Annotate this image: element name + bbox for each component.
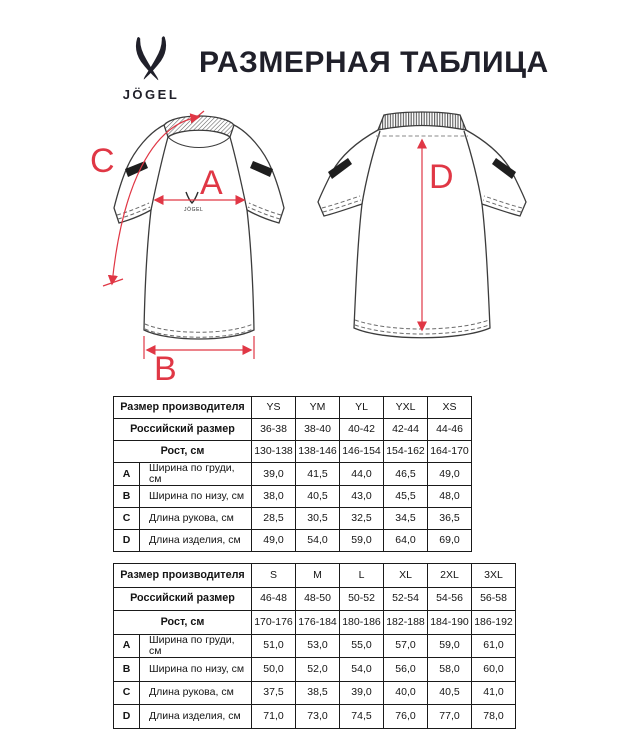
dimension-letter-cell: D: [114, 705, 140, 729]
measure-row: [114, 530, 472, 552]
size-value-cell: 40-42: [340, 419, 384, 441]
size-header-row: [114, 564, 516, 588]
measure-row: [114, 658, 516, 682]
jogel-logo-icon: [128, 36, 174, 86]
size-value-cell: 130-138: [252, 441, 296, 463]
jogel-logo: [112, 36, 190, 102]
measure-value-cell: 40,5: [428, 681, 472, 705]
measure-value-cell: 51,0: [252, 634, 296, 658]
measure-value-cell: 58,0: [428, 658, 472, 682]
measure-label-cell: Ширина по груди, см: [140, 634, 252, 658]
measure-value-cell: 61,0: [472, 634, 516, 658]
measure-row: [114, 705, 516, 729]
measure-value-cell: 40,0: [384, 681, 428, 705]
size-value-cell: 2XL: [428, 564, 472, 588]
measure-value-cell: 38,0: [252, 486, 296, 508]
size-value-cell: M: [296, 564, 340, 588]
size-value-cell: 186-192: [472, 611, 516, 635]
measure-value-cell: 53,0: [296, 634, 340, 658]
size-value-cell: 36-38: [252, 419, 296, 441]
size-value-cell: XS: [428, 397, 472, 419]
size-header-row: [114, 397, 472, 419]
measure-value-cell: 30,5: [296, 508, 340, 530]
size-table-youth: [113, 396, 472, 552]
size-value-cell: 138-146: [296, 441, 340, 463]
measure-row: [114, 463, 472, 486]
size-value-cell: XL: [384, 564, 428, 588]
measure-value-cell: 48,0: [428, 486, 472, 508]
measure-value-cell: 45,5: [384, 486, 428, 508]
dimension-letter-cell: C: [114, 508, 140, 530]
size-value-cell: L: [340, 564, 384, 588]
raglan-seam-left: [151, 137, 168, 210]
size-value-cell: 54-56: [428, 587, 472, 611]
measure-label-cell: Ширина по груди, см: [140, 463, 252, 486]
dimension-arrows-front: [103, 111, 254, 359]
measure-value-cell: 39,0: [252, 463, 296, 486]
size-value-cell: 38-40: [296, 419, 340, 441]
size-value-cell: 52-54: [384, 587, 428, 611]
front-shirt-diagram: [88, 108, 310, 384]
measure-value-cell: 64,0: [384, 530, 428, 552]
dimension-letter-cell: B: [114, 658, 140, 682]
measure-value-cell: 76,0: [384, 705, 428, 729]
measure-value-cell: 34,5: [384, 508, 428, 530]
measure-value-cell: 71,0: [252, 705, 296, 729]
size-value-cell: 146-154: [340, 441, 384, 463]
size-value-cell: S: [252, 564, 296, 588]
measure-value-cell: 60,0: [472, 658, 516, 682]
measure-value-cell: 49,0: [428, 463, 472, 486]
size-value-cell: 180-186: [340, 611, 384, 635]
measure-value-cell: 74,5: [340, 705, 384, 729]
measure-value-cell: 41,0: [472, 681, 516, 705]
brand-name: JÖGEL: [122, 87, 180, 102]
collar-back: [378, 112, 466, 130]
dimension-label-d: D: [429, 158, 454, 196]
measure-value-cell: 38,5: [296, 681, 340, 705]
size-header-row: [114, 441, 472, 463]
measure-row: [114, 634, 516, 658]
measure-value-cell: 43,0: [340, 486, 384, 508]
measure-value-cell: 52,0: [296, 658, 340, 682]
size-table-adult: [113, 563, 516, 729]
measure-value-cell: 40,5: [296, 486, 340, 508]
measure-value-cell: 49,0: [252, 530, 296, 552]
measure-label-cell: Длина изделия, см: [140, 530, 252, 552]
measure-value-cell: 28,5: [252, 508, 296, 530]
row-label: Российский размер: [114, 419, 252, 441]
measure-label-cell: Длина изделия, см: [140, 705, 252, 729]
measure-value-cell: 57,0: [384, 634, 428, 658]
size-header-row: [114, 611, 516, 635]
size-value-cell: 46-48: [252, 587, 296, 611]
raglan-seam-left: [362, 131, 380, 204]
measure-value-cell: 46,5: [384, 463, 428, 486]
neckline-seam: [168, 137, 230, 148]
size-header-row: [114, 587, 516, 611]
row-label: Российский размер: [114, 587, 252, 611]
size-value-cell: 182-188: [384, 611, 428, 635]
size-value-cell: 50-52: [340, 587, 384, 611]
measure-value-cell: 50,0: [252, 658, 296, 682]
measure-label-cell: Ширина по низу, см: [140, 486, 252, 508]
size-value-cell: 48-50: [296, 587, 340, 611]
back-shirt-diagram: [314, 110, 530, 378]
front-shirt-outline: [114, 125, 284, 339]
row-label: Размер производителя: [114, 397, 252, 419]
measure-value-cell: 69,0: [428, 530, 472, 552]
row-label: Размер производителя: [114, 564, 252, 588]
measure-value-cell: 59,0: [428, 634, 472, 658]
size-value-cell: 56-58: [472, 587, 516, 611]
svg-text:JÖGEL: JÖGEL: [184, 207, 204, 213]
raglan-seam-right: [230, 137, 247, 210]
measure-value-cell: 32,5: [340, 508, 384, 530]
size-value-cell: 154-162: [384, 441, 428, 463]
measure-value-cell: 36,5: [428, 508, 472, 530]
raglan-seam-right: [464, 131, 482, 204]
size-value-cell: 176-184: [296, 611, 340, 635]
measure-row: [114, 681, 516, 705]
size-value-cell: 170-176: [252, 611, 296, 635]
measure-value-cell: 37,5: [252, 681, 296, 705]
measure-label-cell: Длина рукова, см: [140, 508, 252, 530]
measure-value-cell: 78,0: [472, 705, 516, 729]
size-value-cell: YL: [340, 397, 384, 419]
measure-value-cell: 41,5: [296, 463, 340, 486]
size-value-cell: 42-44: [384, 419, 428, 441]
measure-value-cell: 73,0: [296, 705, 340, 729]
row-label: Рост, см: [114, 441, 252, 463]
size-value-cell: 164-170: [428, 441, 472, 463]
dimension-letter-cell: C: [114, 681, 140, 705]
dimension-label-a: A: [200, 164, 223, 202]
measure-value-cell: 77,0: [428, 705, 472, 729]
measure-label-cell: Длина рукова, см: [140, 681, 252, 705]
measure-value-cell: 44,0: [340, 463, 384, 486]
measure-value-cell: 56,0: [384, 658, 428, 682]
row-label: Рост, см: [114, 611, 252, 635]
dimension-letter-cell: D: [114, 530, 140, 552]
size-value-cell: 184-190: [428, 611, 472, 635]
dimension-label-b: B: [154, 350, 177, 384]
measure-value-cell: 59,0: [340, 530, 384, 552]
size-value-cell: 3XL: [472, 564, 516, 588]
dimension-label-c: C: [90, 142, 115, 180]
size-value-cell: YXL: [384, 397, 428, 419]
dimension-letter-cell: B: [114, 486, 140, 508]
page-title: РАЗМЕРНАЯ ТАБЛИЦА: [199, 46, 549, 79]
stitching: [117, 203, 281, 337]
measure-value-cell: 55,0: [340, 634, 384, 658]
measure-label-cell: Ширина по низу, см: [140, 658, 252, 682]
measure-value-cell: 54,0: [340, 658, 384, 682]
size-value-cell: 44-46: [428, 419, 472, 441]
measure-value-cell: 39,0: [340, 681, 384, 705]
dimension-letter-cell: A: [114, 634, 140, 658]
dimension-letter-cell: A: [114, 463, 140, 486]
size-header-row: [114, 419, 472, 441]
size-value-cell: YS: [252, 397, 296, 419]
measure-row: [114, 486, 472, 508]
size-value-cell: YM: [296, 397, 340, 419]
measure-row: [114, 508, 472, 530]
measure-value-cell: 54,0: [296, 530, 340, 552]
